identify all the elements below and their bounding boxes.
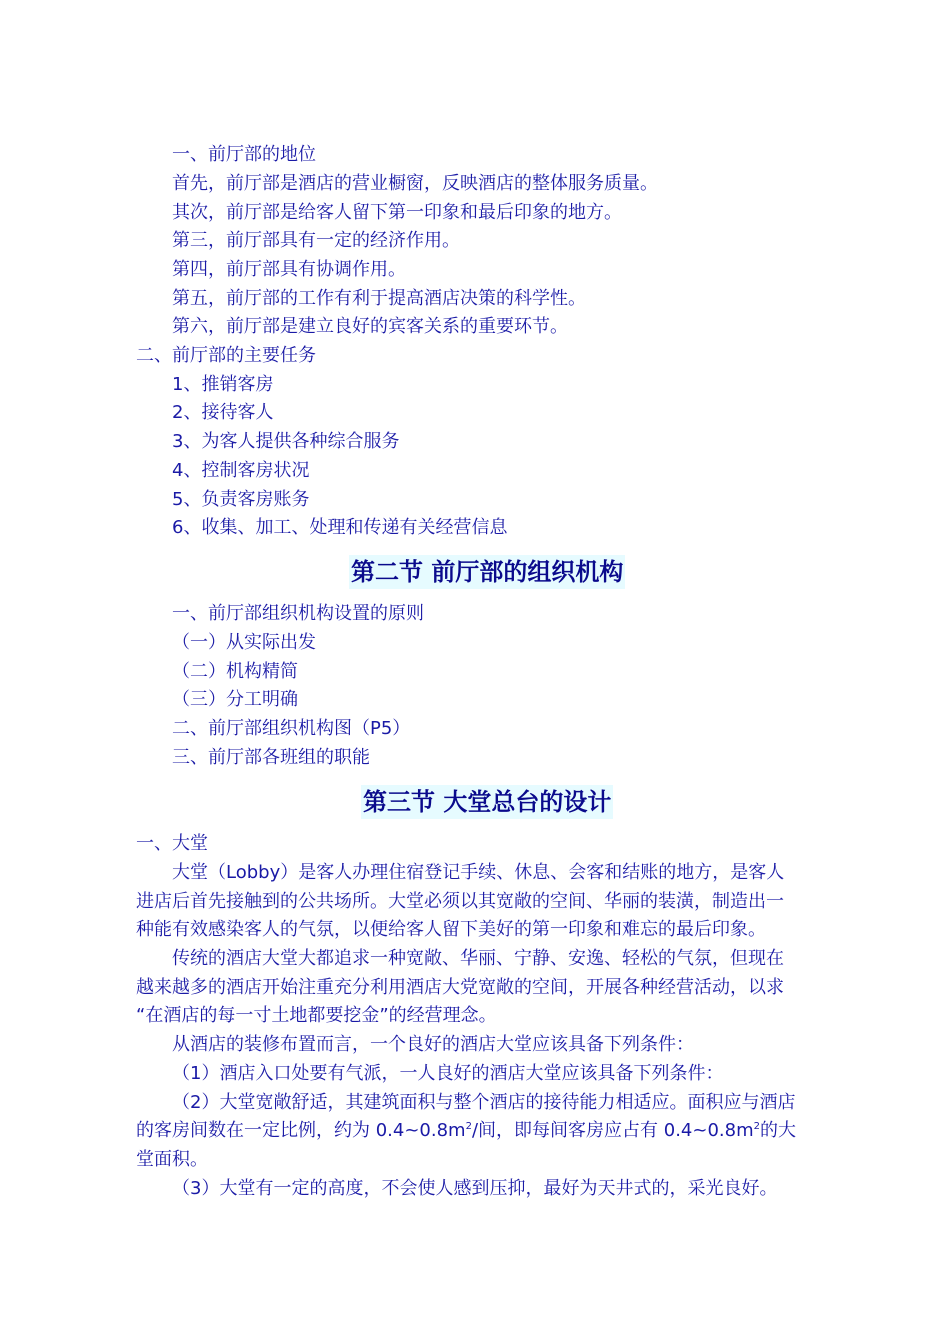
list-item: 1、推销客房 [172, 374, 274, 395]
list-item: 第六，前厅部是建立良好的宾客关系的重要环节。 [172, 316, 568, 337]
chapter2-title: 第二节 前厅部的组织机构 [349, 555, 625, 589]
list-item: 2、接待客人 [172, 402, 274, 423]
section1-heading: 一、前厅部的地位 [172, 144, 316, 165]
superscript: 2 [753, 1121, 760, 1132]
list-item: （三）分工明确 [172, 689, 298, 710]
paragraph-line: 越来越多的酒店开始注重充分利用酒店大党宽敞的空间，开展各种经营活动，以求 [136, 977, 784, 998]
section2-heading: 二、前厅部的主要任务 [136, 345, 316, 366]
text-run: 的大 [760, 1120, 796, 1141]
list-item: 3、为客人提供各种综合服务 [172, 431, 400, 452]
list-item: 二、前厅部组织机构图（P5） [172, 718, 411, 739]
paragraph-line: 从酒店的装修布置而言，一个良好的酒店大堂应该具备下列条件： [172, 1034, 694, 1055]
paragraph-line: 堂面积。 [136, 1149, 208, 1170]
paragraph-line [136, 1120, 796, 1142]
list-item: 一、前厅部组织机构设置的原则 [172, 603, 424, 624]
paragraph-line: “在酒店的每一寸土地都要挖金”的经营理念。 [136, 1005, 497, 1026]
text-run: /间，即每间客房应占有 0.4~0.8m [471, 1120, 754, 1141]
paragraph-line: （2）大堂宽敞舒适，其建筑面积与整个酒店的接待能力相适应。面积应与酒店 [172, 1092, 796, 1113]
paragraph-line: 种能有效感染客人的气氛，以便给客人留下美好的第一印象和难忘的最后印象。 [136, 919, 766, 940]
list-item: 6、收集、加工、处理和传递有关经营信息 [172, 517, 508, 538]
list-item: 其次，前厅部是给客人留下第一印象和最后印象的地方。 [172, 202, 622, 223]
text-run: 的客房间数在一定比例，约为 0.4~0.8m [136, 1120, 466, 1141]
list-item: （二）机构精简 [172, 661, 298, 682]
paragraph-line: 进店后首先接触到的公共场所。大堂必须以其宽敞的空间、华丽的装潢，制造出一 [136, 891, 784, 912]
list-item: （一）从实际出发 [172, 632, 316, 653]
paragraph-line: （1）酒店入口处要有气派，一人良好的酒店大堂应该具备下列条件： [172, 1063, 724, 1084]
list-item: 4、控制客房状况 [172, 460, 310, 481]
paragraph-line: （3）大堂有一定的高度，不会使人感到压抑，最好为天井式的，采光良好。 [172, 1178, 778, 1199]
list-item: 第五，前厅部的工作有利于提高酒店决策的科学性。 [172, 288, 586, 309]
superscript: 2 [465, 1121, 472, 1132]
list-item: 5、负责客房账务 [172, 489, 310, 510]
paragraph-line: 传统的酒店大堂大都追求一种宽敞、华丽、宁静、安逸、轻松的气氛，但现在 [172, 948, 784, 969]
list-item: 首先，前厅部是酒店的营业橱窗，反映酒店的整体服务质量。 [172, 173, 658, 194]
list-item: 三、前厅部各班组的职能 [172, 747, 370, 768]
list-item: 第三，前厅部具有一定的经济作用。 [172, 230, 460, 251]
chapter3-title: 第三节 大堂总台的设计 [361, 785, 613, 819]
paragraph-line: 大堂（Lobby）是客人办理住宿登记手续、休息、会客和结账的地方，是客人 [172, 862, 785, 883]
list-item: 第四，前厅部具有协调作用。 [172, 259, 406, 280]
chapter3-subheading: 一、大堂 [136, 833, 208, 854]
